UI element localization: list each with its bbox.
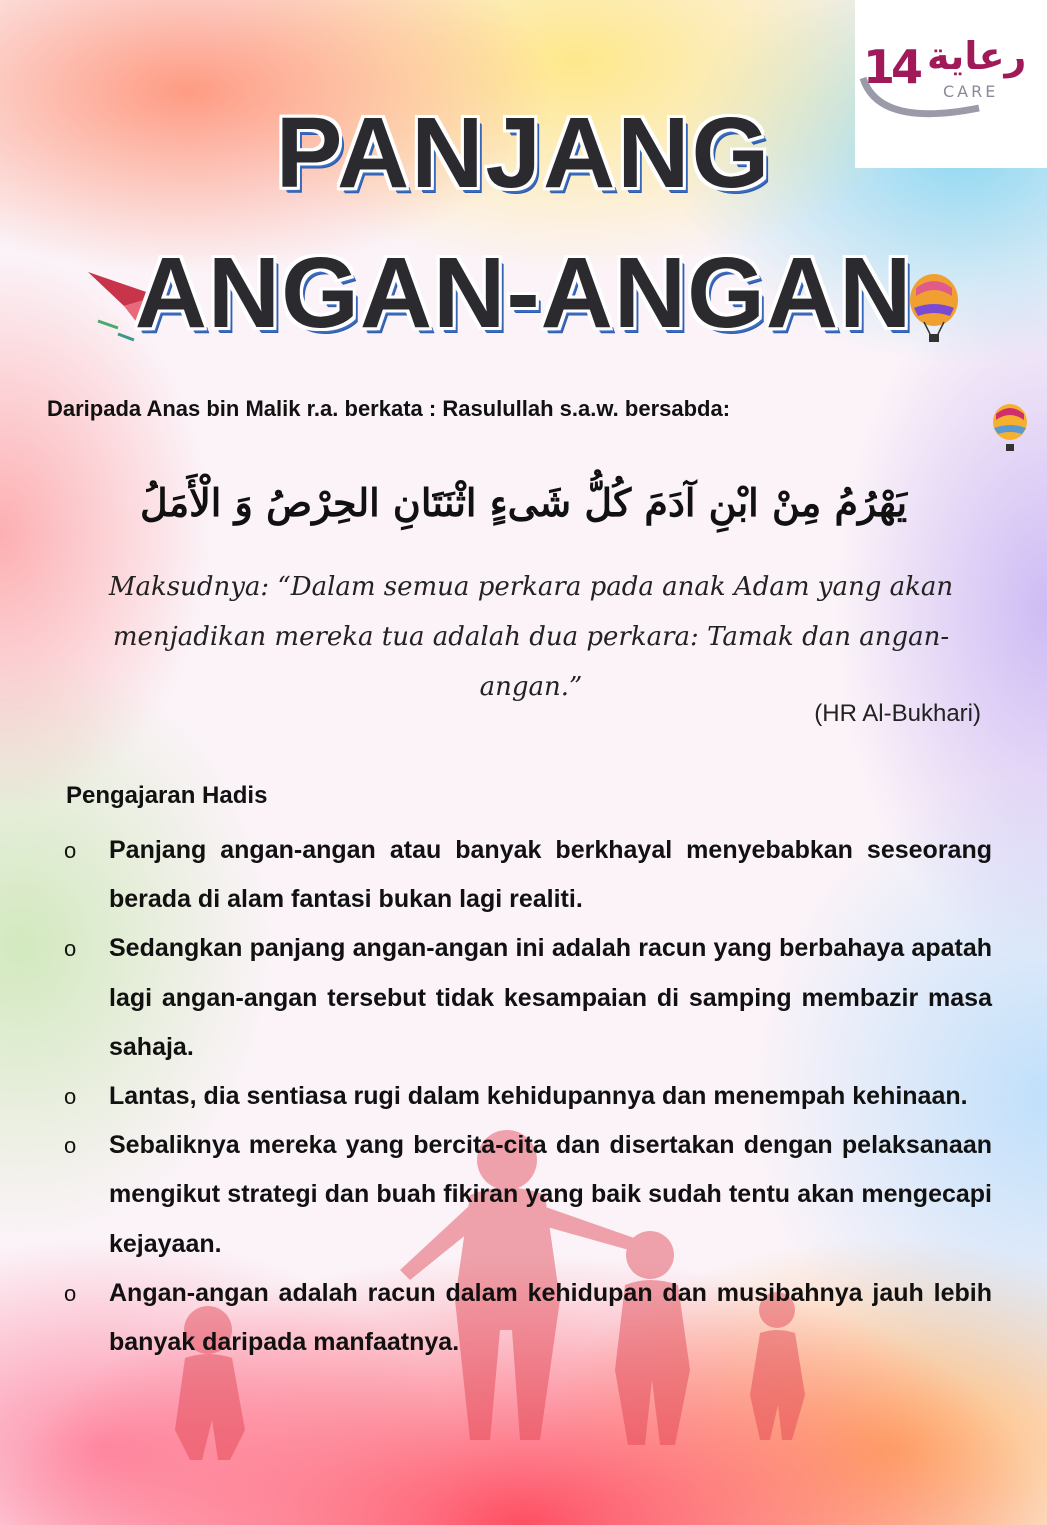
lessons-list xyxy=(62,826,992,1367)
logo-care-text: CARE xyxy=(943,82,999,101)
bullet-icon: o xyxy=(64,1084,77,1110)
lesson-item xyxy=(62,924,992,1072)
bullet-icon: o xyxy=(64,838,77,863)
lesson-item xyxy=(62,826,992,924)
lesson-item xyxy=(62,1072,992,1121)
lesson-text: Angan-angan adalah racun dalam kehidupan dan musibahnya jauh lebih banyak daripada manfaatnya. xyxy=(109,1278,992,1357)
small-balloon-icon xyxy=(990,404,1030,456)
logo-number: 14 xyxy=(863,40,920,94)
lesson-text: Lantas, dia sentiasa rugi dalam kehidupannya dan menempah kehinaan. xyxy=(109,1082,968,1111)
hadith-source: (HR Al-Bukhari) xyxy=(814,700,981,727)
lesson-text: Sebaliknya mereka yang bercita-cita dan disertakan dengan pelaksanaan mengikut strategi dan buah fikiran yang baik sudah tentu akan mengecapi kejayaan. xyxy=(109,1131,992,1258)
hadith-arabic-text: يَهْرُمُ مِنْ ابْنِ آدَمَ كُلُّ شَىءٍ اثْنَتَانِ الحِرْصُ وَ الْأَمَلُ xyxy=(139,480,908,525)
lesson-text: Sedangkan panjang angan-angan ini adalah racun yang berbahaya apatah lagi angan-angan tersebut tidak kesampaian di samping membazir masa sahaja. xyxy=(109,934,992,1061)
title-line-1: PANJANG xyxy=(275,97,772,209)
hadith-intro: Daripada Anas bin Malik r.a. berkata : Rasulullah s.a.w. bersabda: xyxy=(47,396,731,421)
title-line-2: ANGAN-ANGAN xyxy=(134,237,913,349)
lesson-item xyxy=(62,1269,992,1367)
bullet-icon: o xyxy=(64,936,77,962)
bullet-icon: o xyxy=(64,1280,77,1306)
lesson-text: Panjang angan-angan atau banyak berkhayal menyebabkan seseorang berada di alam fantasi bukan lagi realiti. xyxy=(109,836,992,914)
lesson-item xyxy=(62,1121,992,1269)
hadith-meaning: Maksudnya: “Dalam semua perkara pada anak Adam yang akan menjadikan mereka tua adalah dua perkara: Tamak dan angan-angan.” xyxy=(108,572,954,702)
lessons-heading: Pengajaran Hadis xyxy=(66,782,268,809)
bullet-icon: o xyxy=(64,1133,77,1159)
logo-arabic-text: رعاية xyxy=(927,34,1027,78)
